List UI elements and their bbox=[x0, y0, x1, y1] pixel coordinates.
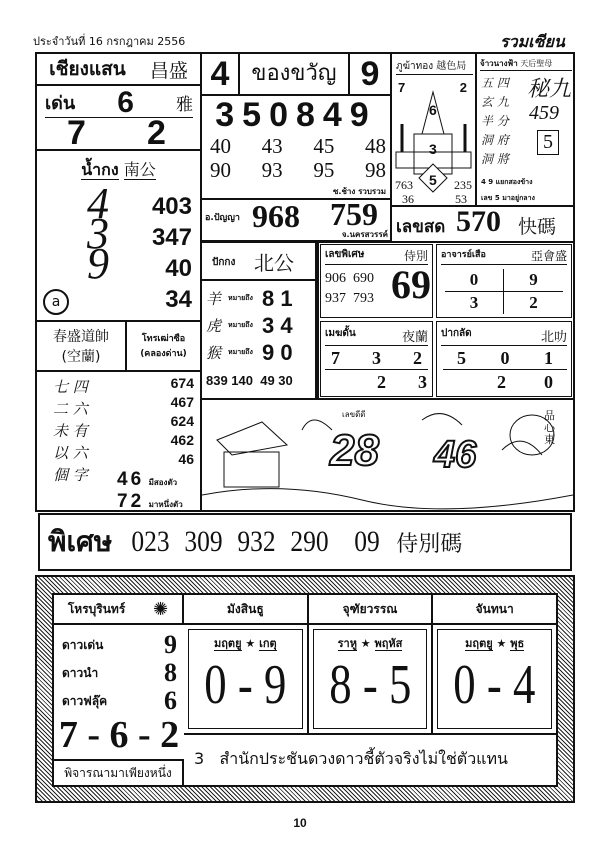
column-cell bbox=[313, 629, 428, 729]
piset-label: พิเศษ bbox=[48, 525, 113, 558]
title: ปากลัด bbox=[441, 328, 472, 339]
title: ปักกง bbox=[212, 257, 236, 268]
den-value: 6 bbox=[117, 85, 134, 119]
chars: 以 六 bbox=[53, 444, 88, 462]
planet-left: มฤตยู bbox=[465, 637, 493, 650]
title: ภูฆ้าทอง bbox=[396, 61, 434, 72]
value: 98 bbox=[364, 158, 386, 182]
handwritten-1: 秘九 bbox=[527, 76, 572, 101]
right-digit: 9 bbox=[348, 54, 390, 94]
title-cn: 天后聖母 bbox=[520, 59, 553, 68]
planet-right: พฤหัส bbox=[374, 637, 403, 650]
publication-logo: รวมเซียน bbox=[500, 34, 565, 51]
piset-cn: 侍別碼 bbox=[396, 531, 463, 557]
title-cn: 北公 bbox=[254, 251, 294, 275]
title: เมฆดั้น bbox=[325, 328, 356, 339]
value: 674 bbox=[170, 375, 194, 391]
value: 624 bbox=[170, 413, 194, 429]
column-title: มังสินธู bbox=[184, 595, 309, 623]
num-1: 7 bbox=[67, 114, 86, 152]
th-title: โทรเฒ่าซือ bbox=[141, 334, 186, 344]
cell: 9 bbox=[504, 269, 563, 292]
panya-n1: 968 bbox=[252, 198, 300, 234]
cn-title: 春盛道帥 bbox=[53, 329, 109, 345]
handwritten-2: 459 bbox=[529, 102, 559, 124]
chars: 個 字 bbox=[53, 466, 88, 484]
cartoon-number-2: 46 bbox=[434, 434, 477, 476]
zodiac-char: 虎 bbox=[206, 317, 222, 335]
digit: 2 bbox=[497, 372, 506, 392]
value: 3 bbox=[429, 141, 437, 157]
handwritten-3: 5 bbox=[537, 130, 559, 155]
pakkong-box bbox=[200, 279, 317, 400]
panya-credit: จ.นครสวรรค์ bbox=[341, 230, 388, 239]
title-cn: 侍別 bbox=[403, 249, 428, 263]
horaburin-title: โหรบุรินทร์ bbox=[67, 601, 126, 616]
star-value: 8 bbox=[164, 658, 177, 687]
piset-value: 309 bbox=[184, 525, 223, 558]
star-label: ดาวนำ bbox=[62, 666, 99, 680]
sun-icon: ✺ bbox=[153, 598, 169, 620]
panya-label: อ.ปัญญา bbox=[205, 213, 240, 223]
big-label: มาหนึ่งตัว bbox=[148, 500, 183, 509]
chars: 七 四 bbox=[53, 378, 88, 396]
value: 43 bbox=[261, 134, 283, 158]
phukhathong-box bbox=[390, 52, 477, 207]
namkong-box bbox=[35, 149, 202, 322]
ajarnsuea-box bbox=[436, 244, 572, 318]
chars: 未 有 bbox=[53, 422, 88, 440]
star-icon: ★ bbox=[360, 637, 371, 650]
planet-left: ราหู bbox=[337, 637, 357, 650]
leksod-value: 570 bbox=[456, 205, 501, 238]
big-value: 72 bbox=[117, 491, 145, 512]
digit: 7 bbox=[331, 348, 340, 368]
value: 403 bbox=[151, 193, 192, 220]
value-row: 937 793 bbox=[325, 291, 374, 306]
label: หมายถึง bbox=[228, 348, 253, 356]
footer-slogan: สำนักประชันดวงดาวชี้ตัวจริงไม่ใช่ตัวแทน bbox=[219, 749, 508, 768]
value: 763 bbox=[395, 178, 413, 192]
piset-last: 09 bbox=[354, 525, 381, 558]
title: เลขพิเศษ bbox=[325, 249, 365, 260]
star-label: ดาวเด่น bbox=[62, 638, 104, 652]
khongkhwan-box bbox=[200, 52, 392, 200]
lekpiset-box bbox=[320, 244, 433, 318]
leksod-box bbox=[390, 205, 575, 243]
pair-value: 0 - 9 bbox=[204, 654, 287, 716]
digit: 3 bbox=[418, 372, 427, 392]
main-number: 350849 bbox=[215, 96, 377, 134]
chiangsaen-box bbox=[35, 84, 202, 151]
value: 235 bbox=[454, 178, 472, 192]
handwritten-sign: 4 3 9 bbox=[87, 179, 109, 288]
value: 36 bbox=[402, 192, 414, 206]
value: 462 bbox=[170, 432, 194, 448]
title-cn: 夜蘭 bbox=[401, 330, 428, 345]
horaburin-box bbox=[52, 593, 558, 787]
star-label: ดาวฟลุ๊ค bbox=[62, 694, 108, 708]
page-number: 10 bbox=[293, 816, 307, 830]
digit: 3 bbox=[372, 348, 381, 368]
circle-mark-icon: a bbox=[43, 289, 69, 315]
star-value: 9 bbox=[164, 630, 177, 659]
label: หมายถึง bbox=[228, 294, 253, 302]
chunsheng-box bbox=[35, 370, 202, 512]
value: 53 bbox=[455, 192, 467, 206]
mekdan-box bbox=[320, 321, 433, 397]
paklad-box bbox=[436, 321, 572, 397]
cn-subtitle: (空蘭) bbox=[61, 349, 101, 365]
credit: ซ.ช้าง รวบรวม bbox=[332, 187, 386, 196]
cartoon-signature: 品心東 bbox=[544, 409, 555, 446]
cell: 0 bbox=[445, 269, 504, 292]
issue-date: ประจำวันที่ 16 กรกฎาคม 2556 bbox=[33, 35, 186, 48]
horaburin-note: พิจารณามาเพียงหนึ่ง bbox=[54, 759, 184, 785]
pakkong-bottom-numbers: 839 140 49 30 bbox=[206, 373, 293, 388]
column-title: จันทนา bbox=[475, 602, 514, 616]
planet-left: มฤตยู bbox=[214, 637, 242, 650]
cartoon-number-1: 28 bbox=[330, 426, 379, 475]
value: 3 4 bbox=[262, 312, 293, 338]
title-cn: 越色局 bbox=[436, 61, 467, 72]
value: 40 bbox=[210, 134, 231, 158]
big-label: มีสองตัว bbox=[148, 478, 178, 487]
cell: 2 bbox=[529, 293, 538, 312]
title-th: เชียงแสน bbox=[49, 58, 126, 80]
title-cn: 昌盛 bbox=[149, 59, 188, 82]
cartoon-illustration bbox=[200, 398, 575, 512]
jaonangfa-box bbox=[475, 52, 575, 207]
pakkong-title bbox=[200, 241, 317, 281]
digit: 2 bbox=[413, 348, 422, 368]
note: เลข 5 มาอยู่กลาง bbox=[481, 194, 535, 202]
horaburin-combo: 7 - 6 - 2 bbox=[58, 714, 180, 756]
column-title: จุฑัยวรรณ bbox=[309, 595, 434, 623]
value: 40 bbox=[165, 255, 192, 282]
piset-row bbox=[38, 513, 572, 571]
chars: 二 六 bbox=[53, 400, 88, 418]
title: อาจารย์เสือ bbox=[441, 250, 486, 260]
digit: 0 bbox=[544, 372, 553, 392]
left-digit: 4 bbox=[202, 54, 240, 94]
zodiac-char: 羊 bbox=[206, 290, 222, 308]
digit: 1 bbox=[544, 348, 553, 368]
pair-value: 8 - 5 bbox=[328, 654, 412, 716]
num-2: 2 bbox=[147, 114, 166, 152]
value: 45 bbox=[313, 134, 335, 158]
leksod-cn: 快碼 bbox=[518, 216, 557, 238]
piset-value: 023 bbox=[131, 525, 170, 558]
pair-value: 0 - 4 bbox=[453, 654, 536, 716]
value: 93 bbox=[261, 158, 283, 182]
namkong-title: น้ำกง bbox=[81, 160, 119, 179]
leksod-label: เลขสด bbox=[396, 217, 446, 237]
column-cell bbox=[437, 629, 552, 729]
digit: 0 bbox=[500, 348, 510, 368]
title-cn: 北叻 bbox=[540, 330, 567, 345]
digit: 5 bbox=[457, 348, 466, 368]
value: 5 bbox=[429, 172, 437, 188]
cartoon-caption: เลขดีดี bbox=[342, 410, 366, 419]
title-cn: 亞會盛 bbox=[530, 249, 567, 263]
value: 6 bbox=[429, 102, 437, 118]
value: 90 bbox=[210, 158, 231, 182]
planet-right: เกตุ bbox=[259, 637, 277, 650]
big-value: 69 bbox=[391, 262, 431, 307]
handwritten-chars: 五 四 玄 九 半 分 洞 府 洞 將 bbox=[481, 76, 509, 166]
piset-value: 290 bbox=[290, 525, 329, 558]
planet-right: พุธ bbox=[510, 637, 525, 650]
digit: 2 bbox=[377, 372, 386, 392]
cartoon-drawing-icon bbox=[202, 400, 573, 510]
star-icon: ★ bbox=[496, 637, 507, 650]
value-row: 906 690 bbox=[325, 271, 374, 286]
value: 2 bbox=[459, 80, 467, 95]
value: 46 bbox=[178, 451, 194, 467]
title: จ้าวนางฟ้า bbox=[480, 59, 518, 68]
panya-box bbox=[200, 198, 392, 242]
value: 8 1 bbox=[262, 285, 293, 311]
cn-label: 雅 bbox=[176, 95, 193, 115]
piset-value: 932 bbox=[237, 525, 276, 558]
chunsheng-header bbox=[35, 320, 202, 372]
note: 4 9 แยกสองข้าง bbox=[481, 178, 533, 186]
footer-number: 3 bbox=[194, 749, 205, 768]
value: 467 bbox=[170, 394, 194, 410]
den-label: เด่น bbox=[45, 93, 76, 114]
value: 95 bbox=[313, 158, 335, 182]
th-subtitle: (คลองด่าน) bbox=[140, 349, 187, 359]
value: 48 bbox=[364, 134, 386, 158]
big-value: 46 bbox=[117, 469, 145, 490]
star-value: 6 bbox=[164, 686, 177, 715]
namkong-cn: 南公 bbox=[123, 160, 156, 179]
star-icon: ★ bbox=[245, 637, 256, 650]
khongkhwan-title: ของขวัญ bbox=[251, 61, 337, 86]
value: 7 bbox=[398, 80, 406, 95]
value: 34 bbox=[165, 286, 192, 313]
value: 9 0 bbox=[262, 339, 293, 365]
chiangsaen-title bbox=[35, 52, 202, 86]
panya-n2: 759 bbox=[330, 196, 378, 232]
zodiac-char: 猴 bbox=[206, 344, 222, 362]
column-cell bbox=[188, 629, 303, 729]
value: 347 bbox=[151, 224, 192, 251]
label: หมายถึง bbox=[228, 321, 253, 329]
cell: 3 bbox=[445, 292, 504, 314]
